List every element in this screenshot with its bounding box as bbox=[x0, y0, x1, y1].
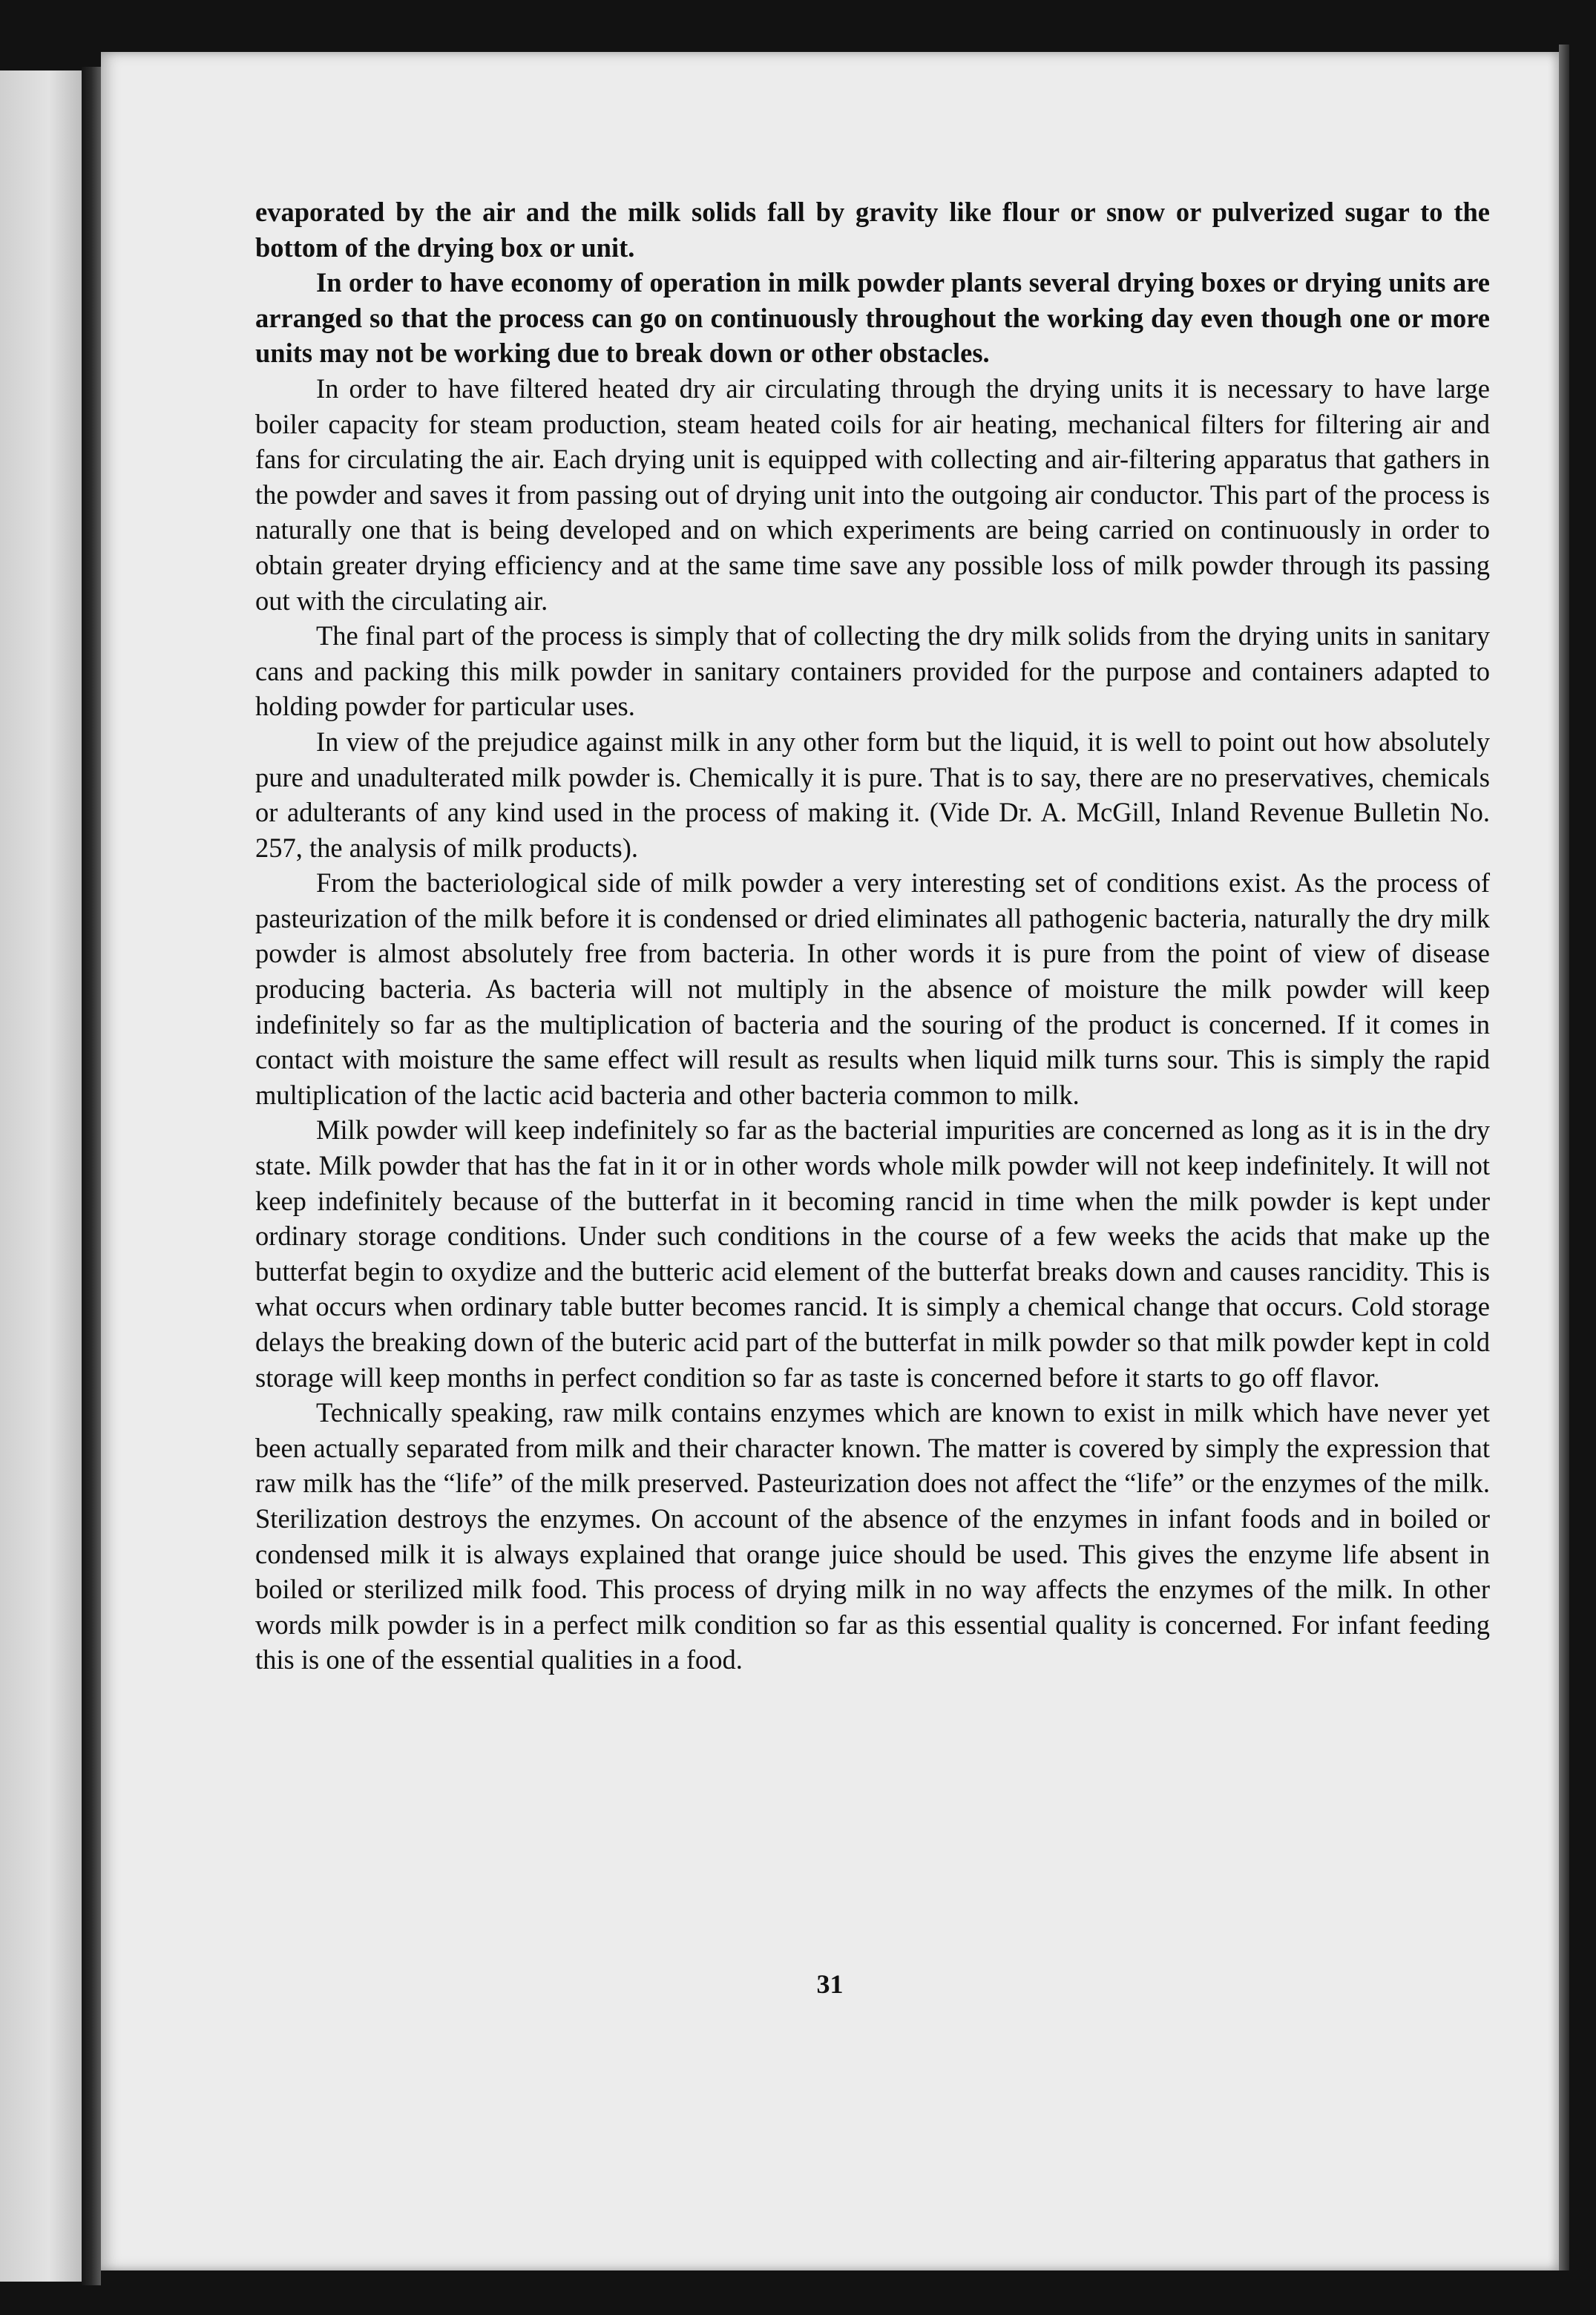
paragraph-5: In view of the prejudice against milk in any other form but the liquid, it is well to point out how absolutely pure and unadulterated milk powder is. Chemically it is pure. That is to say, there are no preservatives, chemicals or adulterants of any kind used in the process of making it. (Vide Dr. A. McGill, Inland Revenue Bulletin No. 257, the analysis of milk products). bbox=[255, 726, 1490, 863]
paragraph-1: evaporated by the air and the milk solids fall by gravity like flour or snow or pulverized sugar to the bottom of the drying box or unit. bbox=[255, 197, 1490, 263]
page-number: 31 bbox=[816, 1969, 844, 1999]
document-page bbox=[101, 52, 1559, 2270]
body-text bbox=[255, 194, 1490, 1678]
page-edge-shadow bbox=[1559, 45, 1569, 2270]
paragraph-2: In order to have economy of operation in milk powder plants several drying boxes or drying units are arranged so that the process can go on continuously throughout the working day even though one or more units may not be working due to break down or other obstacles. bbox=[255, 267, 1490, 369]
paragraph-3: In order to have filtered heated dry air circulating through the drying units it is necessary to have large boiler capacity for steam production, steam heated coils for air heating, mechanical filters for filtering air and fans for circulating the air. Each drying unit is equipped with collecting and air-filtering apparatus that gathers in the powder and saves it from passing out of drying unit into the outgoing air conductor. This part of the process is naturally one that is being developed and on which experiments are being carried on continuously in order to obtain greater drying efficiency and at the same time save any possible loss of milk powder through its passing out with the circulating air. bbox=[255, 372, 1490, 616]
paragraph-8: Technically speaking, raw milk contains enzymes which are known to exist in milk which have never yet been actually separated from milk and their character known. The matter is covered by simply the expression that raw milk has the “life” of the milk preserved. Pasteurization does not affect the “life” or the enzymes of the milk. Sterilization destroys the enzymes. On account of the absence of the enzymes in infant foods and in boiled or condensed milk it is always explained that orange juice should be used. This gives the enzyme life absent in boiled or sterilized milk food. This process of drying milk in no way affects the enzymes of the milk. In other words milk powder is in a perfect milk condition so far as this essential quality is concerned. For infant feeding this is one of the essential qualities in a food. bbox=[255, 1397, 1490, 1675]
book-spine bbox=[82, 67, 101, 2285]
paragraph-7: Milk powder will keep indefinitely so far as the bacterial impurities are concerned as long as it is in the dry state. Milk powder that has the fat in it or in other words whole milk powder will not keep indefinitely. It will not keep indefinitely because of the butterfat in it becoming rancid in time when the milk powder is kept under ordinary storage conditions. Under such conditions in the course of a few weeks the acids that make up the butterfat begin to oxydize and the butteric acid element of the butterfat breaks down and causes rancidity. This is what occurs when ordinary table butter becomes rancid. It is simply a chemical change that occurs. Cold storage delays the breaking down of the buteric acid part of the butterfat in milk powder so that milk powder kept in cold storage will keep months in perfect condition so far as taste is concerned before it starts to go off flavor. bbox=[255, 1114, 1490, 1393]
paragraph-6: From the bacteriological side of milk powder a very interesting set of conditions exist. As the process of pasteurization of the milk before it is condensed or dried eliminates all pathogenic bacteria, naturally the dry milk powder is almost absolutely free from bacteria. In other words it is pure from the point of view of disease producing bacteria. As bacteria will not multiply in the absence of moisture the milk powder will keep indefinitely so far as the multiplication of bacteria and the souring of the product is concerned. If it comes in contact with moisture the same effect will result as results when liquid milk turns sour. This is simply the rapid multiplication of the lactic acid bacteria and other bacteria common to milk. bbox=[255, 867, 1490, 1110]
paragraph-4: The final part of the process is simply that of collecting the dry milk solids from the drying units in sanitary cans and packing this milk powder in sanitary containers provided for the purpose and containers adapted to holding powder for particular uses. bbox=[255, 620, 1490, 722]
facing-page-edge bbox=[0, 70, 82, 2282]
